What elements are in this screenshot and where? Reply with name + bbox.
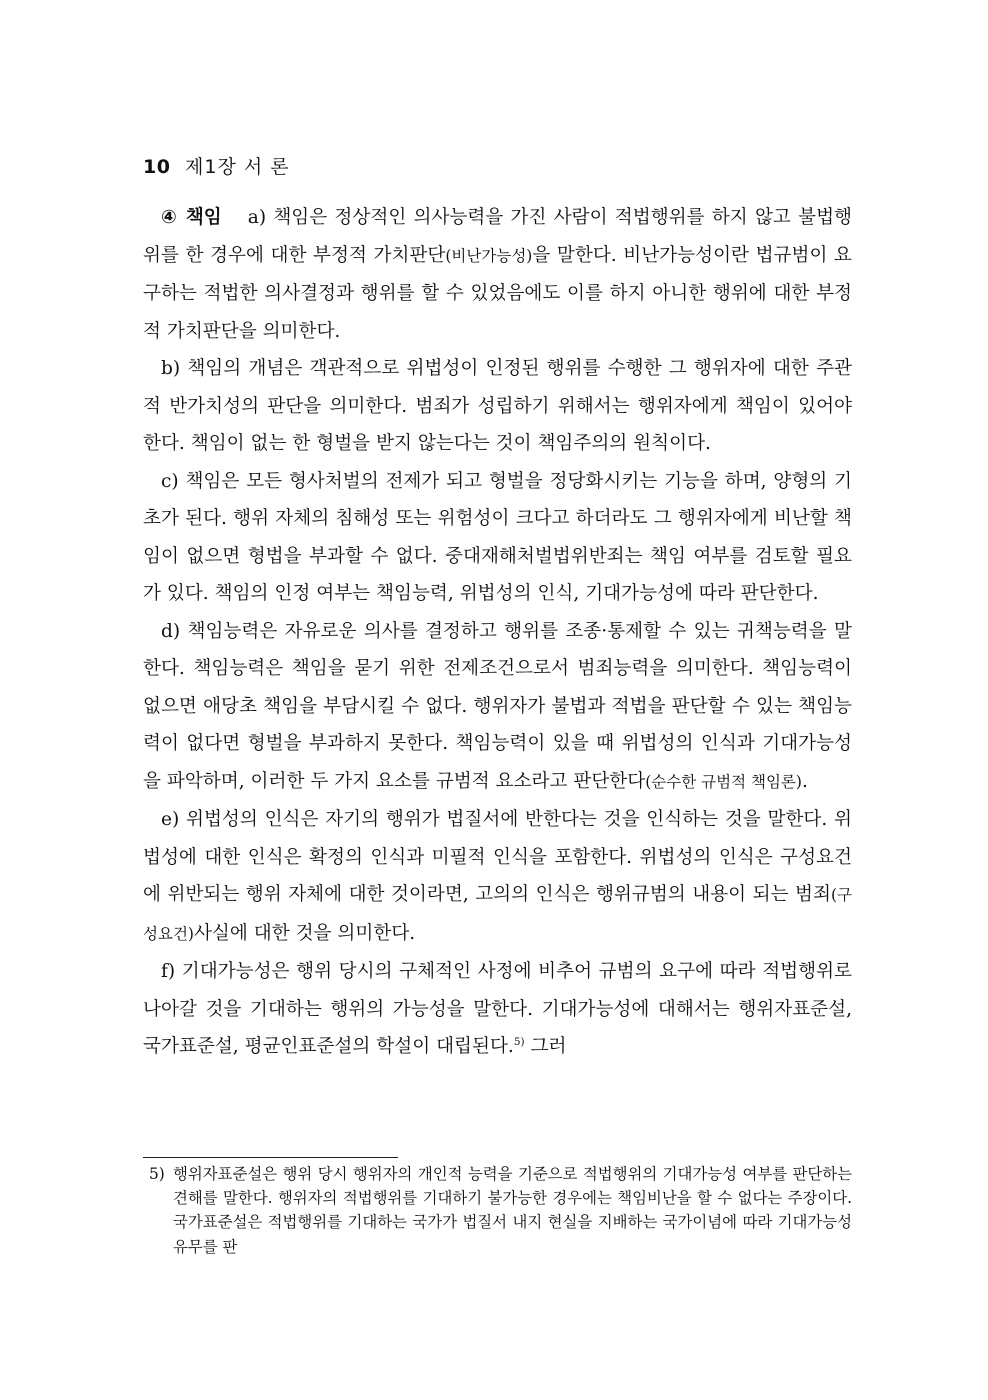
running-header [143,152,290,179]
paragraph-e-aside: (구성요건) [143,886,852,943]
paragraph-c: c) 책임은 모든 형사처벌의 전제가 되고 형벌을 정당화시키는 기능을 하며, 양형의 기초가 된다. 행위 자체의 침해성 또는 위험성이 크다고 하더라도 그 행위자에게 비난할 책임이 없으면 형법을 부과할 수 없다. 중대재해처벌법위반죄는 책임 여부를 검토할 필요가 있다. 책임의 인정 여부는 책임능력, 위법성의 인식, 기대가능성에 따라 판단한다. [143,470,852,604]
paragraph-f [143,953,852,1066]
paragraph-a-aside: (비난가능성) [445,246,533,265]
paragraph-a [143,199,852,350]
paragraph-d-aside: (순수한 규범적 책임론) [645,772,802,791]
chapter-title: 제1장 서 론 [185,156,290,178]
page-number: 10 [143,156,171,178]
paragraph-e-text-1: e) 위법성의 인식은 자기의 행위가 법질서에 반한다는 것을 인식하는 것을 말한다. 위법성에 대한 인식은 확정의 인식과 미필적 인식을 포함한다. 위법성의 인식은 구성요건에 위반되는 행위 자체에 대한 것이라면, 고의의 인식은 행위규범의 내용이 되는 범죄 [143,809,852,905]
paragraph-a-text-1: a) 책임은 정상적인 의사능력을 가진 사람이 적법행위를 하지 않고 불법행위를 한 경우에 대한 부정적 가치판단 [143,207,852,266]
paragraph-d-text-2: . [801,770,808,792]
paragraph-d [143,613,852,802]
footnote-divider [143,1157,398,1158]
paragraph-e [143,801,852,953]
section-heading: ④ 책임 [161,207,222,228]
paragraph-d-text-1: d) 책임능력은 자유로운 의사를 결정하고 행위를 조종·통제할 수 있는 귀책능력을 말한다. 책임능력은 책임을 묻기 위한 전제조건으로서 범죄능력을 의미한다. 책임능력이 없으면 애당초 책임을 부담시킬 수 없다. 행위자가 불법과 적법을 판단할 수 있는 책임능력이 없다면 형벌을 부과하지 못한다. 책임능력이 있을 때 위법성의 인식과 기대가능성을 파악하며, 이러한 두 가지 요소를 규범적 요소라고 판단한다 [143,620,852,792]
footnote-reference[interactable]: 5) [513,1036,525,1048]
footnote-text: 행위자표준설은 행위 당시 행위자의 개인적 능력을 기준으로 적법행위의 기대가능성 여부를 판단하는 견해를 말한다. 행위자의 적법행위를 기대하기 불가능한 경우에는 책임비난을 할 수 없다는 주장이다. 국가표준설은 적법행위를 기대하는 국가가 법질서 내지 현실을 지배하는 국가이념에 따라 기대가능성 유무를 판 [173,1165,852,1256]
paragraph-f-text-1: f) 기대가능성은 행위 당시의 구체적인 사정에 비추어 규범의 요구에 따라 적법행위로 나아갈 것을 기대하는 행위의 가능성을 말한다. 기대가능성에 대해서는 행위자표준설, 국가표준설, 평균인표준설의 학설이 대립된다. [143,961,852,1057]
body-text [143,199,852,1066]
paragraph-b: b) 책임의 개념은 객관적으로 위법성이 인정된 행위를 수행한 그 행위자에 대한 주관적 반가치성의 판단을 의미한다. 범죄가 성립하기 위해서는 행위자에게 책임이 있어야 한다. 책임이 없는 한 형벌을 받지 않는다는 것이 책임주의의 원칙이다. [143,358,852,454]
footnote-mark: 5) [149,1165,165,1183]
paragraph-a-text-2: 을 말한다. 비난가능성이란 법규범이 요구하는 적법한 의사결정과 행위를 할 수 있었음에도 이를 하지 아니한 행위에 대한 부정적 가치판단을 의미한다. [143,244,852,342]
paragraph-f-text-2: 그러 [524,1036,567,1057]
paragraph-e-text-2: 사실에 대한 것을 의미한다. [193,922,416,944]
footnote [143,1162,852,1259]
